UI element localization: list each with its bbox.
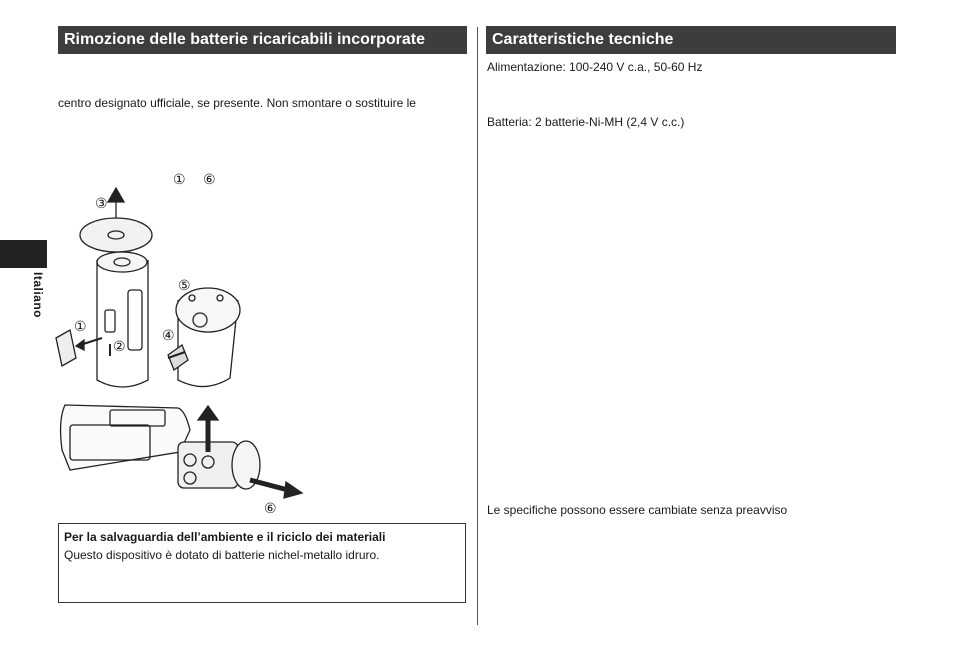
callout-3: ③ <box>95 195 108 211</box>
spec-battery: Batteria: 2 batterie-Ni-MH (2,4 V c.c.) <box>487 115 685 129</box>
environment-note-body: Questo dispositivo è dotato di batterie nichel-metallo idruro. <box>64 548 380 562</box>
step-ref-end: ⑥ <box>203 171 216 187</box>
spec-footnote: Le specifiche possono essere cambiate senza preavviso <box>487 503 788 517</box>
environment-note-title: Per la salvaguardia dell’ambiente e il riciclo dei materiali <box>64 530 386 544</box>
left-section-heading: Rimozione delle batterie ricaricabili incorporate <box>58 26 467 54</box>
callout-2: ② <box>113 338 126 354</box>
battery-removal-illustration <box>50 180 310 520</box>
spec-power: Alimentazione: 100-240 V c.a., 50-60 Hz <box>487 60 703 74</box>
right-section-heading: Caratteristiche tecniche <box>486 26 896 54</box>
step-ref-start: ① <box>173 171 186 187</box>
callout-1: ① <box>74 318 87 334</box>
column-divider <box>477 27 478 625</box>
removal-paragraph: centro designato ufficiale, se presente. Non smontare o sostituire le <box>58 96 416 110</box>
callout-4: ④ <box>162 327 175 343</box>
language-tab-marker <box>0 240 47 268</box>
callout-6: ⑥ <box>264 500 277 516</box>
callout-5: ⑤ <box>178 277 191 293</box>
environment-note-box <box>58 523 466 603</box>
language-tab-label: Italiano <box>31 272 45 319</box>
